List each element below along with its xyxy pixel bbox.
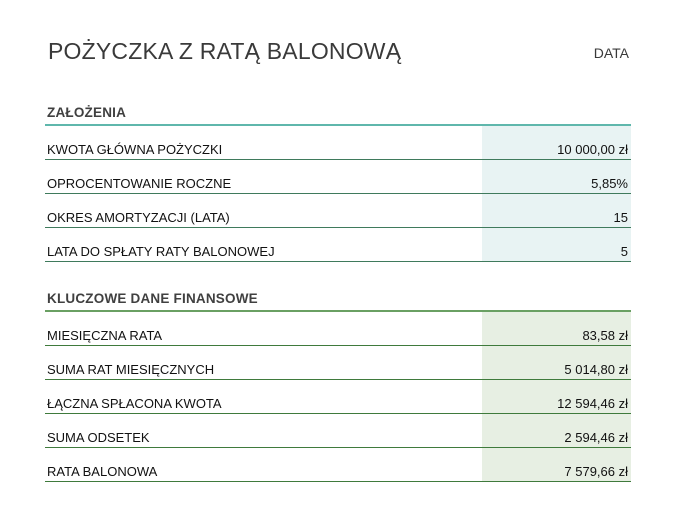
row-label: SUMA RAT MIESIĘCZNYCH [47,362,215,377]
table-row [45,448,631,482]
table-row [45,194,631,228]
key-figures-heading: KLUCZOWE DANE FINANSOWE [45,290,631,312]
loan-principal-value[interactable]: 10 000,00 zł [557,142,628,157]
table-row [45,312,631,346]
table-row [45,380,631,414]
key-figures-section [45,290,631,482]
table-row [45,126,631,160]
assumptions-heading: ZAŁOŻENIA [45,104,631,126]
table-row [45,414,631,448]
total-paid-value: 12 594,46 zł [557,396,628,411]
row-label: MIESIĘCZNA RATA [47,328,163,343]
page-title: POŻYCZKA Z RATĄ BALONOWĄ [48,38,402,64]
value-cell[interactable] [482,160,631,193]
table-row [45,346,631,380]
value-cell[interactable] [482,126,631,159]
amortization-years-value[interactable]: 15 [613,210,628,225]
years-to-balloon-value[interactable]: 5 [620,244,628,259]
row-label: OPROCENTOWANIE ROCZNE [47,176,232,191]
row-label: SUMA ODSETEK [47,430,150,445]
value-cell [482,448,631,481]
row-label: OKRES AMORTYZACJI (LATA) [47,210,230,225]
value-cell [482,312,631,345]
annual-rate-value[interactable]: 5,85% [591,176,628,191]
row-label: LATA DO SPŁATY RATY BALONOWEJ [47,244,275,259]
row-label: KWOTA GŁÓWNA POŻYCZKI [47,142,223,157]
value-cell[interactable] [482,194,631,227]
table-row [45,228,631,262]
value-cell [482,346,631,379]
total-monthly-payments-value: 5 014,80 zł [564,362,628,377]
row-label: RATA BALONOWA [47,464,158,479]
row-label: ŁĄCZNA SPŁACONA KWOTA [47,396,222,411]
assumptions-section [45,104,631,262]
total-interest-value: 2 594,46 zł [564,430,628,445]
value-cell[interactable] [482,228,631,261]
monthly-payment-value: 83,58 zł [582,328,628,343]
table-row [45,160,631,194]
value-cell [482,380,631,413]
date-label[interactable]: DATA [593,45,629,61]
value-cell [482,414,631,447]
balloon-payment-value: 7 579,66 zł [564,464,628,479]
